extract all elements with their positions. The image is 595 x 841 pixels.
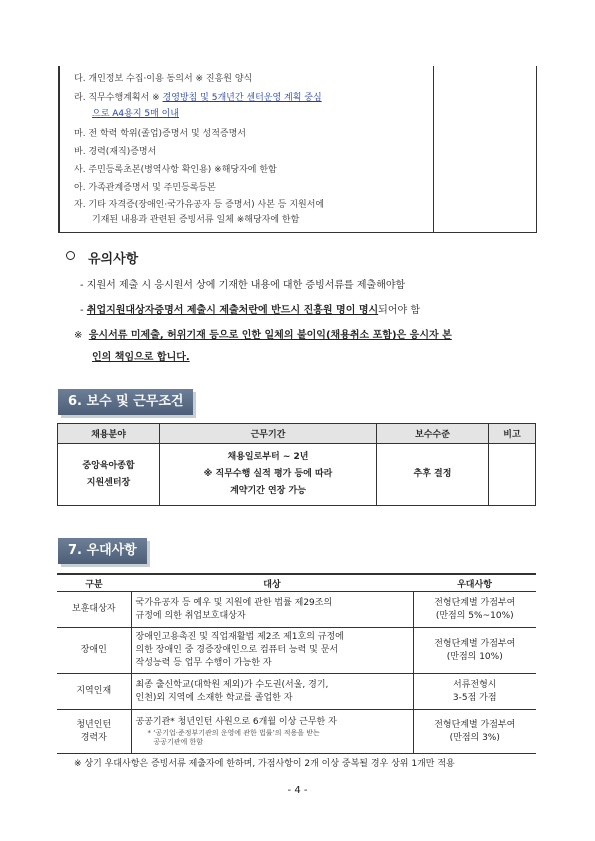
table-row: 청년인턴 경력자 공공기관* 청년인턴 사원으로 6개월 이상 근무한 자 * ‘공기업·준정부기관의 운영에 관한 법률’의 적용을 받는 공공기관에 한함 전형단계별 가점부여 (만점의 3%) <box>57 710 536 754</box>
document-item: 아. 가족관계증명서 및 주민등록등본 <box>74 183 216 193</box>
preference-table <box>57 573 536 754</box>
column-header: 구분 <box>57 574 131 592</box>
salary-table <box>57 423 536 506</box>
note-cell <box>489 444 536 506</box>
note-emphasis: 취업지원대상자증명서 제출시 제출처란에 반드시 진흥원 명이 명시 <box>86 305 379 316</box>
note-line: - 취업지원대상자증명서 제출시 제출처란에 반드시 진흥원 명이 명시되어야 함 <box>80 305 420 316</box>
note-emphasis: 응시서류 미제출, 허위기재 등으로 인한 일체의 불이익(채용취소 포함)은 응시자 본 <box>88 330 452 341</box>
column-header: 우대사항 <box>413 574 536 592</box>
notes-title: 유의사항 <box>88 252 139 267</box>
document-item: 바. 경력(재직)증명서 <box>74 147 157 157</box>
circle-bullet-icon <box>66 251 75 260</box>
field-cell: 중앙육아종합 지원센터장 <box>58 444 160 506</box>
table-divider <box>59 66 60 232</box>
document-item: 사. 주민등록초본(병역사항 확인용) ※해당자에 한함 <box>74 165 277 175</box>
column-header: 보수수준 <box>377 424 489 444</box>
note-line: ※ 응시서류 미제출, 허위기재 등으로 인한 일체의 불이익(채용취소 포함)은 응시자 본 <box>74 330 452 341</box>
note-emphasis: 인의 책임으로 합니다. <box>92 352 190 363</box>
footnote: ※ 상기 우대사항은 증빙서류 제출자에 한하며, 가점사항이 2개 이상 중복될 경우 상위 1개만 적용 <box>74 759 455 769</box>
note-line <box>92 348 190 363</box>
table-divider <box>433 66 434 232</box>
column-header: 근무기간 <box>160 424 377 444</box>
period-cell: 채용일로부터 ~ 2년 ※ 직무수행 실적 평가 등에 따라 계약기간 연장 가능 <box>160 444 377 506</box>
table-row: 보훈대상자 국가유공자 등 예우 및 지원에 관한 법률 제29조의 규정에 의한 취업보호대상자 전형단계별 가점부여 (만점의 5%~10%) <box>57 592 536 628</box>
column-header: 대상 <box>131 574 413 592</box>
highlight-text: 경영방침 및 5개년간 센터운영 계획 중심 <box>162 93 322 103</box>
document-item: 자. 기타 자격증(장애인·국가유공자 등 증명서) 사본 등 지원서에 <box>74 200 325 210</box>
document-item <box>92 108 179 120</box>
page-number: - 4 - <box>287 785 308 796</box>
note-line: - 지원서 제출 시 응시원서 상에 기재한 내용에 대한 증빙서류를 제출해야함 <box>80 280 406 291</box>
document-item: 기재된 내용과 관련된 증빙서류 일체 ※해당자에 한함 <box>92 215 300 225</box>
document-item: 마. 전 학력 학위(졸업)증명서 및 성적증명서 <box>74 129 246 139</box>
pay-cell: 추후 결정 <box>377 444 489 506</box>
table-row: 장애인 장애인고용촉진 및 직업재활법 제2조 제1호의 규정에 의한 장애인 중 경증장애인으로 컴퓨터 능력 및 문서 작성능력 등 업무 수행이 가능한 자 전형단계별 가점부여 (만점의 10%) <box>57 628 536 674</box>
highlight-text: 으로 A4용지 5매 이내 <box>92 109 180 119</box>
section-7-header: 7. 우대사항 <box>58 538 147 564</box>
column-header: 채용분야 <box>58 424 160 444</box>
column-header: 비고 <box>489 424 536 444</box>
document-item: 다. 개인정보 수집·이용 동의서 ※ 진흥원 양식 <box>74 74 253 84</box>
section-6-header: 6. 보수 및 근무조건 <box>58 389 193 415</box>
document-item: 라. 직무수행계획서 ※ 경영방침 및 5개년간 센터운영 계획 중심 <box>74 93 322 103</box>
table-row: 지역인재 최종 출신학교(대학원 제외)가 수도권(서울, 경기, 인천)외 지역에 소재한 학교를 졸업한 자 서류전형시 3-5점 가점 <box>57 674 536 710</box>
